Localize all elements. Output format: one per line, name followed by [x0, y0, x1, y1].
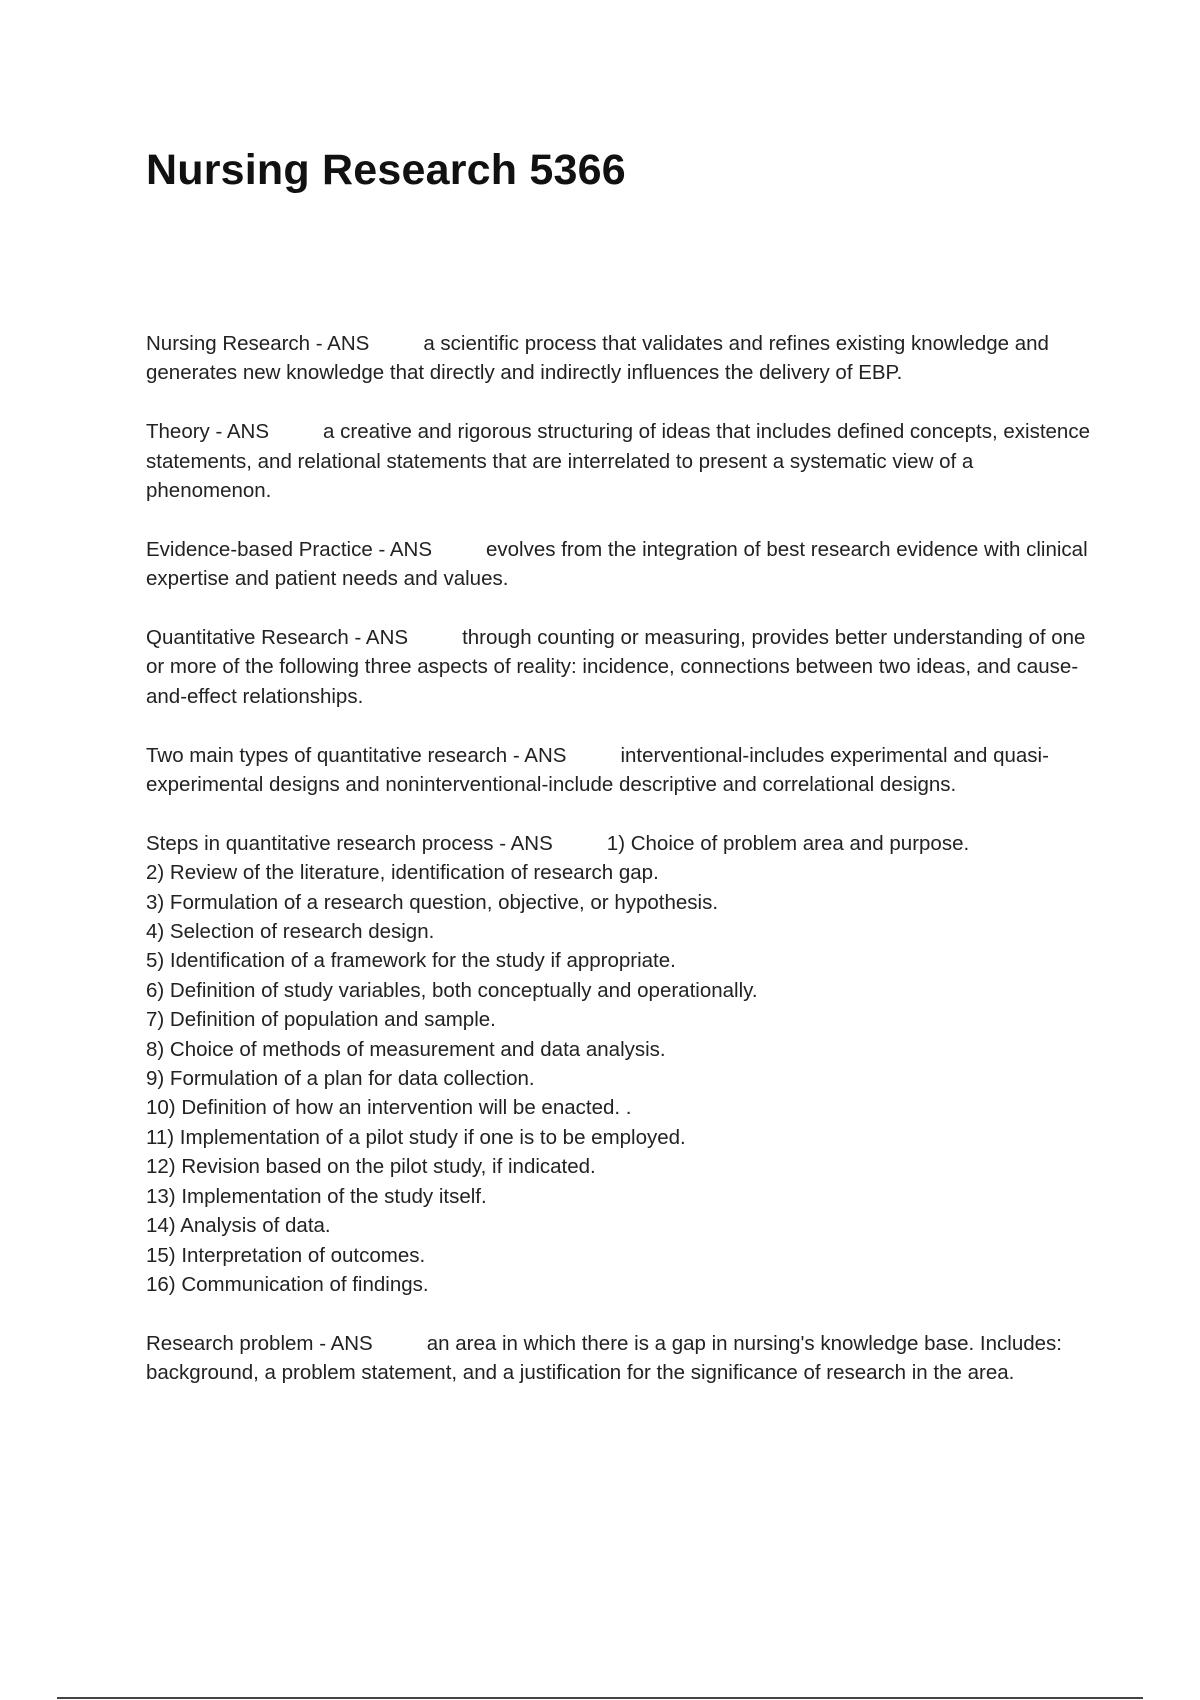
step-item: 8) Choice of methods of measurement and data analysis.	[146, 1037, 666, 1061]
entry-term: Evidence-based Practice - ANS	[146, 537, 432, 561]
step-item: 10) Definition of how an intervention will be enacted. .	[146, 1096, 632, 1120]
list-item	[146, 417, 1096, 505]
entry-definition: 1) Choice of problem area and purpose.	[606, 831, 970, 855]
step-item: 3) Formulation of a research question, objective, or hypothesis.	[146, 890, 719, 914]
page-bottom-divider	[57, 1697, 1143, 1699]
step-item: 4) Selection of research design.	[146, 920, 435, 944]
page-title: Nursing Research 5366	[146, 146, 626, 194]
list-item	[146, 329, 1096, 388]
entry-definition: a scientific process that validates and refines existing knowledge and generates new knowledge that directly and indirectly influences the delivery of EBP.	[146, 332, 1049, 385]
list-item-steps	[146, 829, 1096, 1300]
step-item: 5) Identification of a framework for the study if appropriate.	[146, 949, 676, 973]
entry-term: Research problem - ANS	[146, 1331, 373, 1355]
step-item: 7) Definition of population and sample.	[146, 1008, 496, 1032]
step-item: 16) Communication of findings.	[146, 1272, 429, 1296]
entry-term: Two main types of quantitative research - ANS	[146, 743, 567, 767]
entry-term: Theory - ANS	[146, 420, 270, 444]
entry-definition: evolves from the integration of best research evidence with clinical expertise and patient needs and values.	[146, 537, 1088, 591]
flashcard-list	[146, 329, 1096, 1417]
entry-definition: a creative and rigorous structuring of ideas that includes defined concepts, existence statements, and relational statements that are interrelated to present a systematic view of a phenomenon.	[146, 420, 1090, 503]
list-item	[146, 535, 1096, 594]
step-item: 9) Formulation of a plan for data collection.	[146, 1067, 535, 1091]
entry-definition: interventional-includes experimental and quasi-experimental designs and noninterventional-include descriptive and correlational designs.	[146, 743, 1049, 797]
step-item: 14) Analysis of data.	[146, 1214, 331, 1238]
entry-term: Quantitative Research - ANS	[146, 626, 409, 650]
step-item: 11) Implementation of a pilot study if one is to be employed.	[146, 1125, 686, 1149]
list-item	[146, 741, 1096, 800]
step-item: 13) Implementation of the study itself.	[146, 1184, 487, 1208]
step-item: 2) Review of the literature, identification of research gap.	[146, 861, 659, 885]
entry-term: Steps in quantitative research process - ANS	[146, 831, 553, 855]
step-item: 6) Definition of study variables, both conceptually and operationally.	[146, 978, 758, 1002]
step-item: 15) Interpretation of outcomes.	[146, 1243, 426, 1267]
list-item	[146, 623, 1096, 711]
entry-definition: through counting or measuring, provides better understanding of one or more of the following three aspects of reality: incidence, connections between two ideas, and cause-and-effect relationships.	[146, 626, 1086, 708]
step-item: 12) Revision based on the pilot study, if indicated.	[146, 1155, 596, 1179]
entry-term: Nursing Research - ANS	[146, 332, 370, 355]
entry-definition: an area in which there is a gap in nursing's knowledge base. Includes: background, a problem statement, and a justification for the significance of research in the area.	[146, 1331, 1062, 1385]
list-item	[146, 1329, 1096, 1388]
